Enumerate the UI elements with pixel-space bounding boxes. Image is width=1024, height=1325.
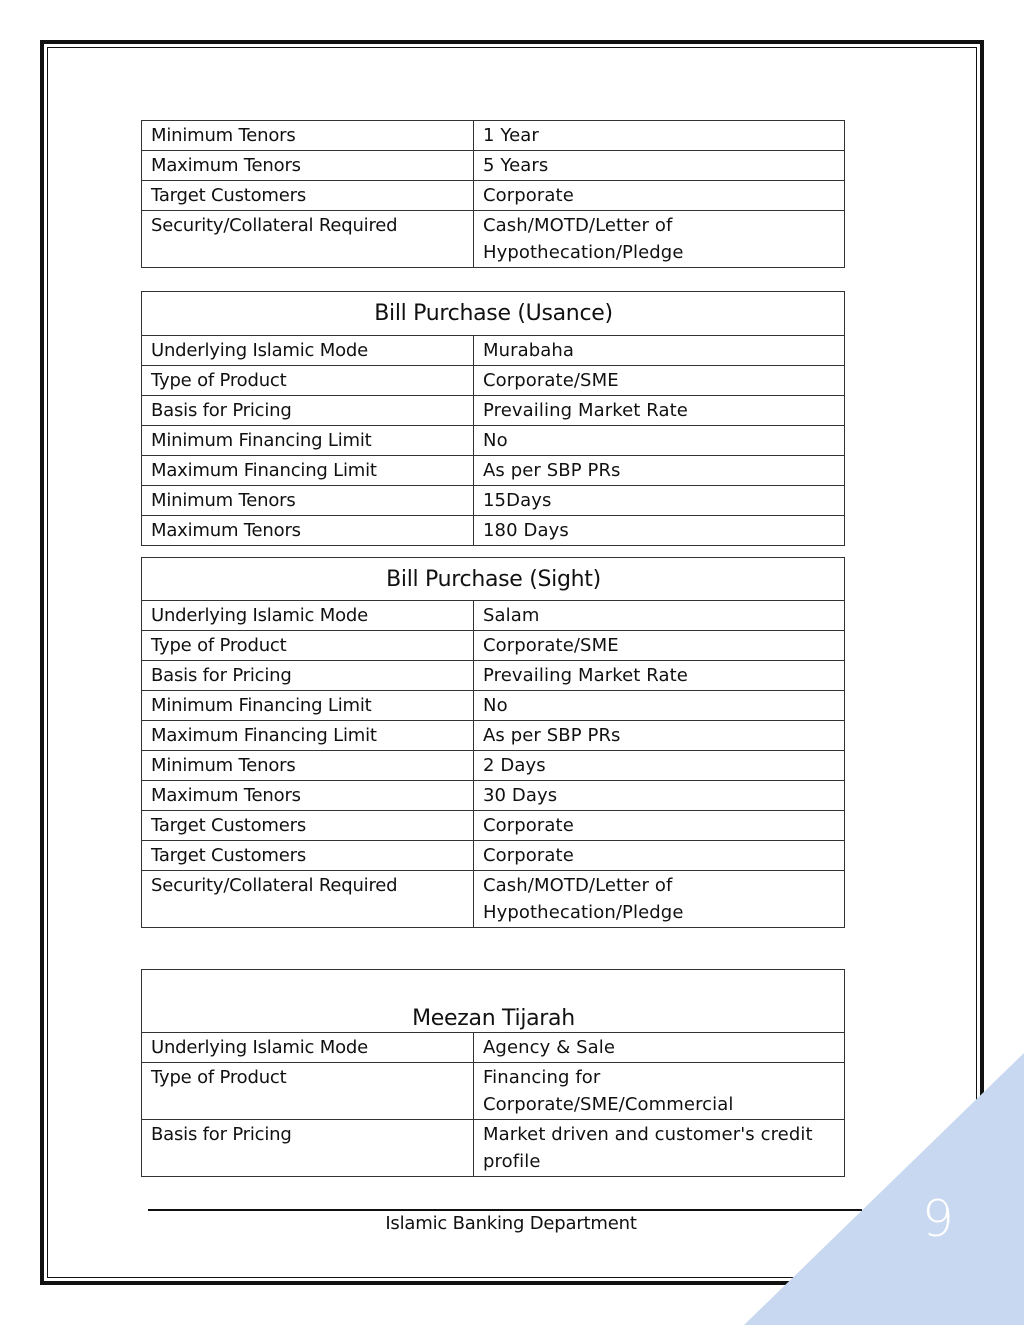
row-value: Corporate/SME xyxy=(474,366,845,396)
row-value: 1 Year xyxy=(474,121,845,151)
table-row xyxy=(142,366,845,396)
row-label: Basis for Pricing xyxy=(142,1120,474,1177)
table-row xyxy=(142,691,845,721)
row-label: Type of Product xyxy=(142,366,474,396)
row-label: Minimum Tenors xyxy=(142,486,474,516)
row-label: Minimum Tenors xyxy=(142,121,474,151)
row-value: No xyxy=(474,691,845,721)
spec-table-bill-purchase-usance xyxy=(141,291,845,546)
table-row xyxy=(142,661,845,691)
row-value: 5 Years xyxy=(474,151,845,181)
table-row xyxy=(142,781,845,811)
row-value: Cash/MOTD/Letter of Hypothecation/Pledge xyxy=(474,871,845,928)
row-label: Underlying Islamic Mode xyxy=(142,601,474,631)
table-row xyxy=(142,181,845,211)
row-value: Market driven and customer's credit profile xyxy=(474,1120,845,1177)
table-title-row xyxy=(142,558,845,601)
table-row xyxy=(142,426,845,456)
row-value: 180 Days xyxy=(474,516,845,546)
table-row xyxy=(142,841,845,871)
row-value: Corporate/SME xyxy=(474,631,845,661)
row-value: Murabaha xyxy=(474,336,845,366)
table-row xyxy=(142,151,845,181)
table-row xyxy=(142,121,845,151)
row-label: Maximum Financing Limit xyxy=(142,456,474,486)
row-label: Target Customers xyxy=(142,811,474,841)
row-value: As per SBP PRs xyxy=(474,721,845,751)
row-label: Maximum Tenors xyxy=(142,151,474,181)
row-label: Maximum Financing Limit xyxy=(142,721,474,751)
table-row xyxy=(142,721,845,751)
row-label: Security/Collateral Required xyxy=(142,211,474,268)
row-label: Basis for Pricing xyxy=(142,396,474,426)
table-row xyxy=(142,871,845,928)
row-label: Basis for Pricing xyxy=(142,661,474,691)
table-row xyxy=(142,1063,845,1120)
table-row xyxy=(142,396,845,426)
row-value: Salam xyxy=(474,601,845,631)
table-title: Meezan Tijarah xyxy=(142,970,845,1033)
row-label: Minimum Tenors xyxy=(142,751,474,781)
row-label: Target Customers xyxy=(142,841,474,871)
row-label: Underlying Islamic Mode xyxy=(142,1033,474,1063)
table-row xyxy=(142,336,845,366)
row-label: Type of Product xyxy=(142,1063,474,1120)
table-row xyxy=(142,601,845,631)
row-value: 2 Days xyxy=(474,751,845,781)
table-row xyxy=(142,811,845,841)
table-row xyxy=(142,516,845,546)
row-value: Corporate xyxy=(474,841,845,871)
spec-table-continued xyxy=(141,120,845,268)
footer-divider xyxy=(148,1209,862,1211)
row-value: As per SBP PRs xyxy=(474,456,845,486)
row-label: Target Customers xyxy=(142,181,474,211)
row-label: Maximum Tenors xyxy=(142,781,474,811)
row-label: Security/Collateral Required xyxy=(142,871,474,928)
table-title: Bill Purchase (Usance) xyxy=(142,292,845,336)
row-label: Underlying Islamic Mode xyxy=(142,336,474,366)
row-value: No xyxy=(474,426,845,456)
row-value: Corporate xyxy=(474,181,845,211)
table-row xyxy=(142,631,845,661)
table-row xyxy=(142,456,845,486)
row-value: Prevailing Market Rate xyxy=(474,396,845,426)
page-number: 9 xyxy=(922,1190,954,1248)
row-value: Prevailing Market Rate xyxy=(474,661,845,691)
row-value: 30 Days xyxy=(474,781,845,811)
table-row xyxy=(142,486,845,516)
row-label: Minimum Financing Limit xyxy=(142,426,474,456)
table-row xyxy=(142,211,845,268)
footer-department: Islamic Banking Department xyxy=(385,1213,637,1234)
row-value: Agency & Sale xyxy=(474,1033,845,1063)
table-title-row xyxy=(142,292,845,336)
row-value: Financing for Corporate/SME/Commercial xyxy=(474,1063,845,1120)
row-value: Cash/MOTD/Letter of Hypothecation/Pledge xyxy=(474,211,845,268)
row-label: Minimum Financing Limit xyxy=(142,691,474,721)
table-row xyxy=(142,1033,845,1063)
row-value: Corporate xyxy=(474,811,845,841)
spec-table-meezan-tijarah xyxy=(141,969,845,1177)
table-title-row xyxy=(142,970,845,1033)
table-title: Bill Purchase (Sight) xyxy=(142,558,845,601)
spec-table-bill-purchase-sight xyxy=(141,557,845,928)
row-label: Type of Product xyxy=(142,631,474,661)
table-row xyxy=(142,1120,845,1177)
row-value: 15Days xyxy=(474,486,845,516)
table-row xyxy=(142,751,845,781)
row-label: Maximum Tenors xyxy=(142,516,474,546)
